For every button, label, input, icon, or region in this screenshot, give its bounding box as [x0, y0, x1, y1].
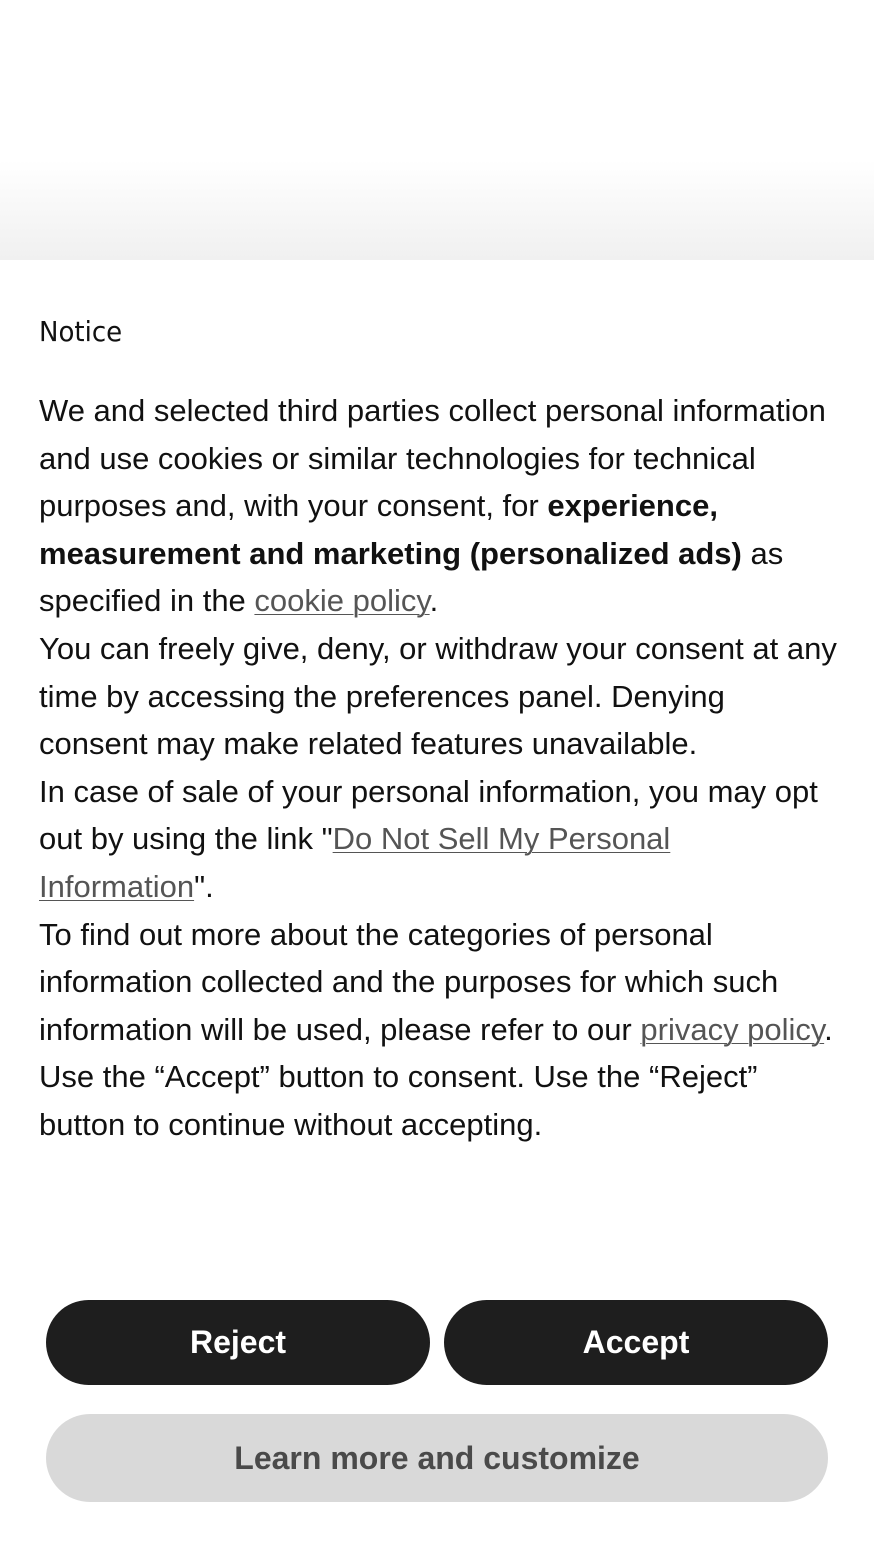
do-not-sell-link[interactable]: Do Not Sell My Personal Information: [39, 821, 671, 904]
reject-button[interactable]: Reject: [46, 1300, 430, 1385]
notice-paragraph-privacy: [39, 911, 839, 1054]
notice-paragraph-withdraw: You can freely give, deny, or withdraw your consent at any time by accessing the preferences panel. Denying consent may make related features unavailable.: [39, 630, 837, 762]
privacy-policy-link[interactable]: privacy policy: [640, 1011, 825, 1047]
notice-paragraph-instructions: Use the “Accept” button to consent. Use the “Reject” button to continue without accepting.: [39, 1059, 758, 1142]
notice-body: [39, 387, 839, 1149]
learn-more-customize-button[interactable]: Learn more and customize: [46, 1414, 828, 1502]
notice-text: as specified in the: [39, 535, 784, 619]
notice-text: .: [824, 1011, 833, 1047]
notice-paragraph-consent: [39, 387, 839, 625]
notice-bold-purposes: experience, measurement and marketing (personalized ads): [39, 488, 742, 571]
page-backdrop: [0, 0, 874, 260]
notice-text: ".: [194, 868, 214, 904]
notice-text: We and selected third parties collect personal information and use cookies or similar technologies for technical purposes and, with your consent, for: [39, 393, 826, 524]
notice-title: Notice: [39, 315, 123, 348]
notice-text: To find out more about the categories of personal information collected and the purposes for which such information will be used, please refer to our: [39, 916, 779, 1047]
notice-paragraph-sale: [39, 768, 839, 911]
cookie-policy-link[interactable]: cookie policy: [254, 583, 430, 619]
notice-text: In case of sale of your personal information, you may opt out by using the link ": [39, 773, 818, 857]
notice-text: .: [429, 583, 439, 619]
accept-button[interactable]: Accept: [444, 1300, 828, 1385]
